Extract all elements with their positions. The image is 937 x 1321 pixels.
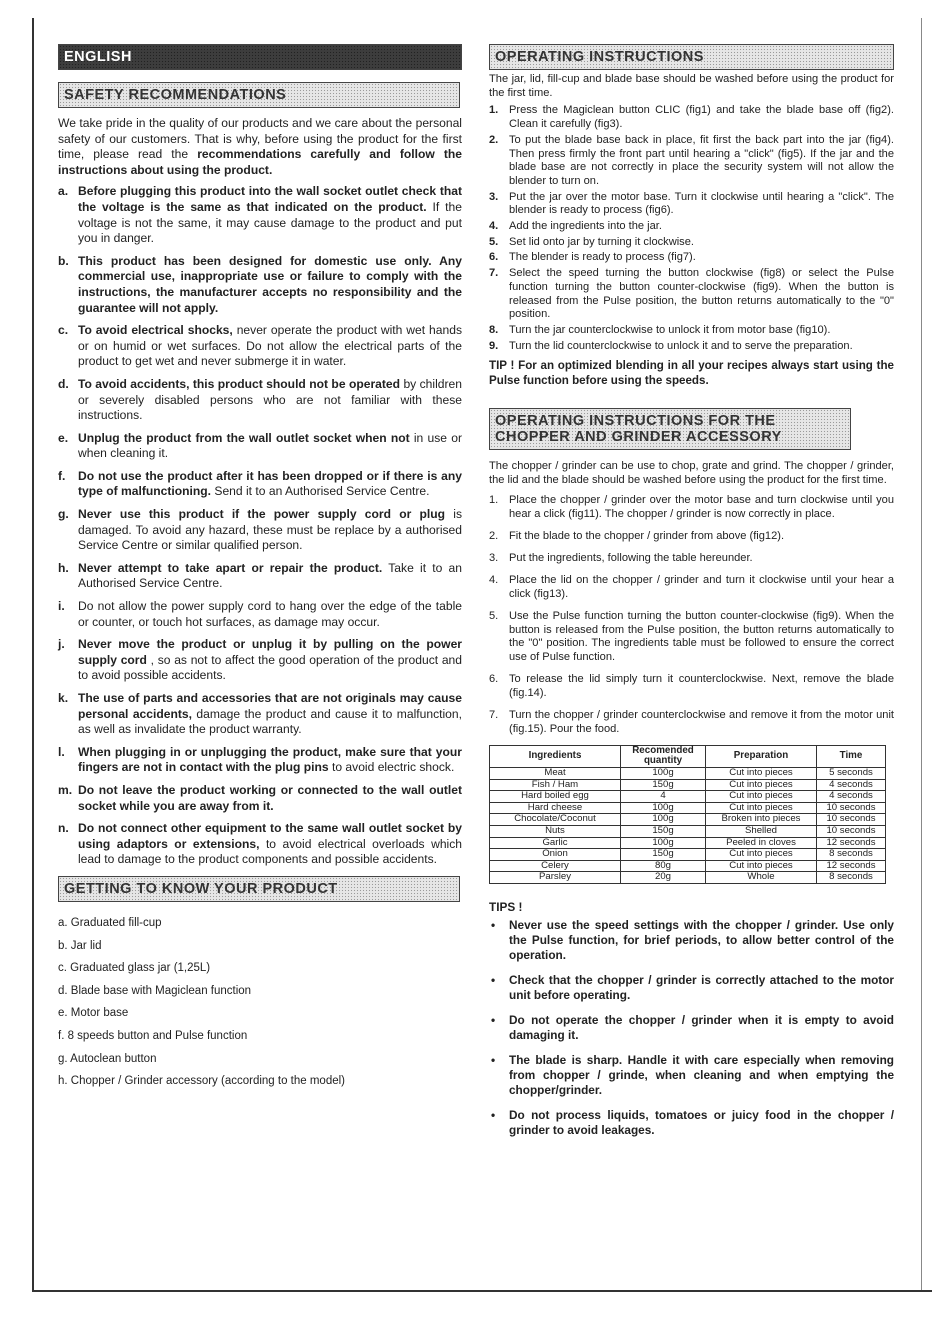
safety-item-marker: l. [58, 744, 65, 759]
safety-item-text: Do not allow the power supply cord to hang over the edge of the table or counter, or touch hot surfaces, as damage may occur. [78, 599, 462, 629]
language-header: ENGLISH [58, 44, 462, 70]
operating-step [489, 324, 894, 338]
table-cell: Whole [706, 872, 817, 884]
safety-intro-text: We take pride in the quality of our products and we care about the personal safety of our customers. That is why, before using the product for the first time, please read the [58, 116, 462, 162]
safety-item [58, 254, 462, 316]
part-item: b. Jar lid [58, 939, 102, 952]
tip-item [489, 1108, 894, 1138]
table-row [490, 849, 886, 861]
table-cell: Cut into pieces [706, 791, 817, 803]
safety-item-bold: Never use this product if the power supply cord or plug [78, 507, 446, 522]
bottom-border-line [32, 1290, 932, 1292]
table-cell: Cut into pieces [706, 860, 817, 872]
step-number: 4. [489, 573, 499, 586]
safety-item-text: to avoid electrical overloads which lead to damage to the product components and possible accidents. [78, 836, 463, 867]
part-item: f. 8 speeds button and Pulse function [58, 1029, 248, 1042]
safety-item [58, 377, 462, 424]
safety-item [58, 507, 462, 554]
table-cell: 10 seconds [817, 802, 886, 814]
table-cell: 80g [621, 860, 706, 872]
table-cell: 20g [621, 872, 706, 884]
part-item: g. Autoclean button [58, 1052, 157, 1065]
step-text: The blender is ready to process (fig7). [509, 251, 696, 264]
col-ingredients: Ingredients [490, 745, 621, 767]
table-cell: 5 seconds [817, 768, 886, 780]
tip-item-text: The blade is sharp. Handle it with care especially when removing from chopper / grinde, when cleaning and when emptying the chopper/grinder. [509, 1052, 894, 1097]
bullet-icon: • [491, 972, 496, 987]
step-number: 6. [489, 673, 499, 686]
safety-item [58, 783, 462, 814]
safety-item-bold: Do not leave the product working or connected to the wall outlet socket while you are away from it. [78, 782, 462, 813]
tip-item-text: Do not process liquids, tomatoes or juicy food in the chopper / grinder to avoid leakages. [509, 1107, 894, 1137]
recommended-quantities-table [489, 745, 886, 884]
step-number: 8. [489, 323, 499, 336]
step-text: Press the Magiclean button CLIC (fig1) and take the blade base off (fig2). Clean it carefully (fig3). [509, 104, 894, 131]
safety-item-text: Take it to an Authorised Service Centre. [78, 560, 462, 591]
step-text: Select the speed turning the button clockwise (fig8) or select the Pulse function turning the button counter-clockwise (fig9). When the button is released from the Pulse position, the button returns automatically to the "0" position. [509, 267, 894, 321]
safety-item-text: is damaged. To avoid any hazard, these must be replace by a authorised Service Centre or similar qualified person. [78, 507, 462, 553]
step-number: 7. [489, 709, 499, 722]
table-row [490, 860, 886, 872]
safety-item-text: If the voltage is not the same, it may cause damage to the product and put you in danger. [78, 199, 462, 246]
step-text: Use the Pulse function turning the button counter-clockwise (fig9). When the button is released from the Pulse position, the button returns automatically to the "0" position. The ingredients table must be followed to ensure the correct use of Pulse function. [509, 609, 894, 664]
step-text: Turn the chopper / grinder counterclockwise and remove it from the motor unit (fig.15). Pour the food. [509, 709, 894, 735]
table-cell: 4 seconds [817, 791, 886, 803]
operating-step [489, 236, 894, 250]
safety-item [58, 637, 462, 684]
safety-item-marker: f. [58, 468, 66, 483]
col-preparation: Preparation [706, 745, 817, 767]
step-number: 1. [489, 104, 499, 117]
chopper-intro: The chopper / grinder can be use to chop, grate and grind. The chopper / grinder, the lid and the blade should be washed before using the product for the first time. [489, 460, 894, 487]
left-column [58, 44, 462, 1097]
chopper-step [489, 552, 894, 566]
table-cell: 100g [621, 768, 706, 780]
safety-item-marker: k. [58, 691, 69, 705]
safety-item-bold: To avoid accidents, this product should not be operated [78, 376, 401, 391]
col-time: Time [817, 745, 886, 767]
table-cell: Garlic [490, 837, 621, 849]
table-row [490, 826, 886, 838]
table-row [490, 779, 886, 791]
step-number: 6. [489, 251, 499, 264]
bullet-icon: • [491, 1052, 496, 1067]
safety-item [58, 821, 462, 868]
safety-item [58, 745, 462, 776]
table-row [490, 802, 886, 814]
safety-item-bold: Never move the product or unplug it by pulling on the power supply cord [78, 637, 462, 667]
table-body [490, 768, 886, 884]
safety-item-marker: n. [58, 821, 69, 836]
safety-item [58, 184, 462, 246]
step-text: Place the chopper / grinder over the motor base and turn clockwise until you hear a click (fig11). The chopper / grinder is now correctly in place. [509, 494, 894, 521]
table-cell: Onion [490, 849, 621, 861]
step-number: 7. [489, 267, 499, 280]
table-cell: Hard cheese [490, 802, 621, 814]
table-cell: Cut into pieces [706, 849, 817, 861]
table-cell: Chocolate/Coconut [490, 814, 621, 826]
tips-list [489, 918, 894, 1138]
left-border-line [32, 18, 34, 1290]
table-cell: Cut into pieces [706, 802, 817, 814]
step-number: 5. [489, 235, 499, 248]
safety-item-bold: Never attempt to take apart or repair the product. [78, 560, 383, 575]
step-text: Fit the blade to the chopper / grinder from above (fig12). [509, 529, 785, 542]
safety-item-marker: a. [58, 184, 69, 199]
step-text: Turn the lid counterclockwise to unlock it and to serve the preparation. [509, 339, 853, 352]
table-cell: Peeled in cloves [706, 837, 817, 849]
tip-text: TIP ! For an optimized blending in all your recipes always start using the Pulse function before using the speeds. [489, 359, 894, 387]
know-product-header: GETTING TO KNOW YOUR PRODUCT [58, 876, 460, 902]
operating-step [489, 251, 894, 265]
part-item: c. Graduated glass jar (1,25L) [58, 962, 211, 975]
operating-intro: The jar, lid, fill-cup and blade base should be washed before using the product for the first time. [489, 73, 894, 99]
safety-item-text: Send it to an Authorised Service Centre. [211, 484, 430, 499]
safety-item-marker: m. [58, 782, 73, 797]
safety-item-marker: c. [58, 323, 69, 338]
table-cell: 4 [621, 791, 706, 803]
safety-item-bold: The use of parts and accessories that are not originals may cause personal accidents, [78, 691, 462, 721]
safety-item-text: never operate the product with wet hands or on humid or wet surfaces. Do not allow the electrical parts of the product to get wet and never submerge it in water. [78, 323, 463, 369]
col-quantity: Recomended quantity [621, 745, 706, 767]
bullet-icon: • [491, 1107, 496, 1122]
chopper-step [489, 709, 894, 737]
chopper-header: OPERATING INSTRUCTIONS FOR THE CHOPPER AND GRINDER ACCESSORY [489, 408, 851, 450]
operating-header: OPERATING INSTRUCTIONS [489, 44, 894, 70]
chopper-step [489, 530, 894, 544]
tip-item [489, 973, 894, 1003]
table-cell: 8 seconds [817, 849, 886, 861]
step-number: 3. [489, 190, 499, 203]
part-item: a. Graduated fill-cup [58, 916, 162, 929]
safety-item-bold: Before plugging this product into the wall socket outlet check that the voltage is the same as that indicated on the product. [78, 184, 462, 214]
safety-item [58, 691, 462, 738]
safety-intro [58, 116, 462, 178]
tip-item [489, 918, 894, 963]
step-text: Set lid onto jar by turning it clockwise. [509, 235, 694, 248]
safety-item [58, 469, 462, 500]
part-item: h. Chopper / Grinder accessory (according to the model) [58, 1075, 345, 1088]
tip-item [489, 1013, 894, 1043]
safety-item-bold: Do not use the product after it has been dropped or if there is any type of malfunctioning. [78, 468, 462, 499]
table-cell: 100g [621, 814, 706, 826]
safety-item-bold: When plugging in or unplugging the product, make sure that your fingers are not in contact with the plug pins [78, 744, 462, 775]
table-cell: Nuts [490, 826, 621, 838]
safety-item-text: to avoid electric shock. [328, 760, 455, 775]
safety-list [58, 184, 462, 868]
table-cell: Cut into pieces [706, 779, 817, 791]
safety-item-marker: j. [58, 637, 65, 652]
step-text: Turn the jar counterclockwise to unlock it from motor base (fig10). [509, 323, 831, 336]
parts-list [58, 916, 462, 1089]
chopper-step [489, 610, 894, 666]
step-text: Put the ingredients, following the table hereunder. [509, 551, 753, 564]
safety-item-marker: i. [58, 599, 65, 614]
chopper-step [489, 494, 894, 522]
step-number: 4. [489, 220, 499, 233]
table-cell: Broken into pieces [706, 814, 817, 826]
safety-item-text: by children or severely disabled persons who are not familiar with these instructions. [78, 376, 462, 423]
step-number: 3. [489, 551, 499, 564]
safety-item [58, 431, 462, 462]
tip-item [489, 1053, 894, 1098]
step-number: 2. [489, 529, 499, 542]
operating-step [489, 340, 894, 354]
bullet-icon: • [491, 917, 496, 932]
table-cell: Shelled [706, 826, 817, 838]
tip-item-text: Do not operate the chopper / grinder when it is empty to avoid damaging it. [509, 1012, 894, 1042]
safety-item-marker: b. [58, 253, 69, 268]
table-cell: 10 seconds [817, 814, 886, 826]
operating-steps [489, 104, 894, 353]
right-column [489, 44, 894, 1148]
chopper-step [489, 673, 894, 701]
table-cell: 150g [621, 826, 706, 838]
safety-item-bold: To avoid electrical shocks, [78, 323, 233, 338]
step-number: 9. [489, 339, 499, 352]
table-cell: Parsley [490, 872, 621, 884]
table-cell: 12 seconds [817, 837, 886, 849]
tips-title: TIPS ! [489, 899, 523, 914]
table-cell: 12 seconds [817, 860, 886, 872]
table-row [490, 791, 886, 803]
operating-step [489, 191, 894, 218]
table-row [490, 872, 886, 884]
table-cell: 100g [621, 837, 706, 849]
table-cell: 4 seconds [817, 779, 886, 791]
step-number: 1. [489, 494, 499, 507]
tip-item-text: Check that the chopper / grinder is correctly attached to the motor unit before operating. [509, 972, 894, 1002]
table-cell: Hard boiled egg [490, 791, 621, 803]
safety-item [58, 323, 462, 370]
safety-item-marker: d. [58, 376, 69, 391]
safety-item-marker: h. [58, 560, 69, 575]
right-edge-line [921, 18, 922, 1290]
safety-item-bold: Unplug the product from the wall outlet socket when not [78, 430, 410, 445]
operating-step [489, 220, 894, 234]
safety-item [58, 561, 462, 592]
safety-header: SAFETY RECOMMENDATIONS [58, 82, 460, 108]
table-cell: 150g [621, 779, 706, 791]
table-row [490, 768, 886, 780]
table-row [490, 837, 886, 849]
step-text: To release the lid simply turn it counterclockwise. Next, remove the blade (fig.14). [509, 673, 894, 700]
safety-intro-bold: recommendations carefully and follow the instructions about using the product. [58, 147, 462, 177]
safety-item-text: damage the product and cause it to malfunction, as well as invalidate the product warranty. [78, 706, 462, 737]
chopper-steps [489, 494, 894, 737]
table-header-row [490, 745, 886, 767]
table-cell: Fish / Ham [490, 779, 621, 791]
step-number: 2. [489, 133, 499, 146]
operating-step [489, 134, 894, 189]
step-text: Place the lid on the chopper / grinder and turn it clockwise until your hear a click (fig13). [509, 573, 894, 600]
step-text: Put the jar over the motor base. Turn it clockwise until hearing a "click". The blender is ready to process (fig6). [509, 190, 894, 217]
table-cell: 10 seconds [817, 826, 886, 838]
safety-item-bold: This product has been designed for domestic use only. Any commercial use, inappropriate use or failure to comply with the instructions, the manufacturer accepts no responsibility and the guarantee will not apply. [78, 253, 462, 315]
step-text: To put the blade base back in place, fit first the back part into the jar (fig4). Then press firmly the front part until hearing a "click" (fig5). If the jar and the blade base are not correctly in place the security system will not allow the blender to turn on. [509, 133, 894, 187]
tip-item-text: Never use the speed settings with the chopper / grinder. Use only the Pulse function, for brief periods, to allow better control of the operation. [509, 917, 894, 962]
safety-item-marker: e. [58, 430, 69, 445]
table-cell: 100g [621, 802, 706, 814]
step-text: Add the ingredients into the jar. [509, 220, 662, 233]
safety-item-bold: Do not connect other equipment to the same wall outlet socket by using adaptors or extensions, [78, 821, 462, 851]
table-cell: 8 seconds [817, 872, 886, 884]
table-row [490, 814, 886, 826]
step-number: 5. [489, 609, 499, 622]
operating-step [489, 104, 894, 131]
operating-step [489, 267, 894, 322]
table-cell: 150g [621, 849, 706, 861]
safety-item-marker: g. [58, 507, 69, 522]
safety-item-text: in use or when cleaning it. [78, 430, 462, 461]
chopper-step [489, 574, 894, 602]
bullet-icon: • [491, 1012, 496, 1027]
safety-item-text: , so as not to affect the good operation of the product and to avoid possible accidents. [78, 652, 462, 683]
safety-item [58, 599, 462, 630]
part-item: e. Motor base [58, 1007, 129, 1020]
table-cell: Celery [490, 860, 621, 872]
table-cell: Cut into pieces [706, 768, 817, 780]
part-item: d. Blade base with Magiclean function [58, 984, 252, 997]
table-cell: Meat [490, 768, 621, 780]
